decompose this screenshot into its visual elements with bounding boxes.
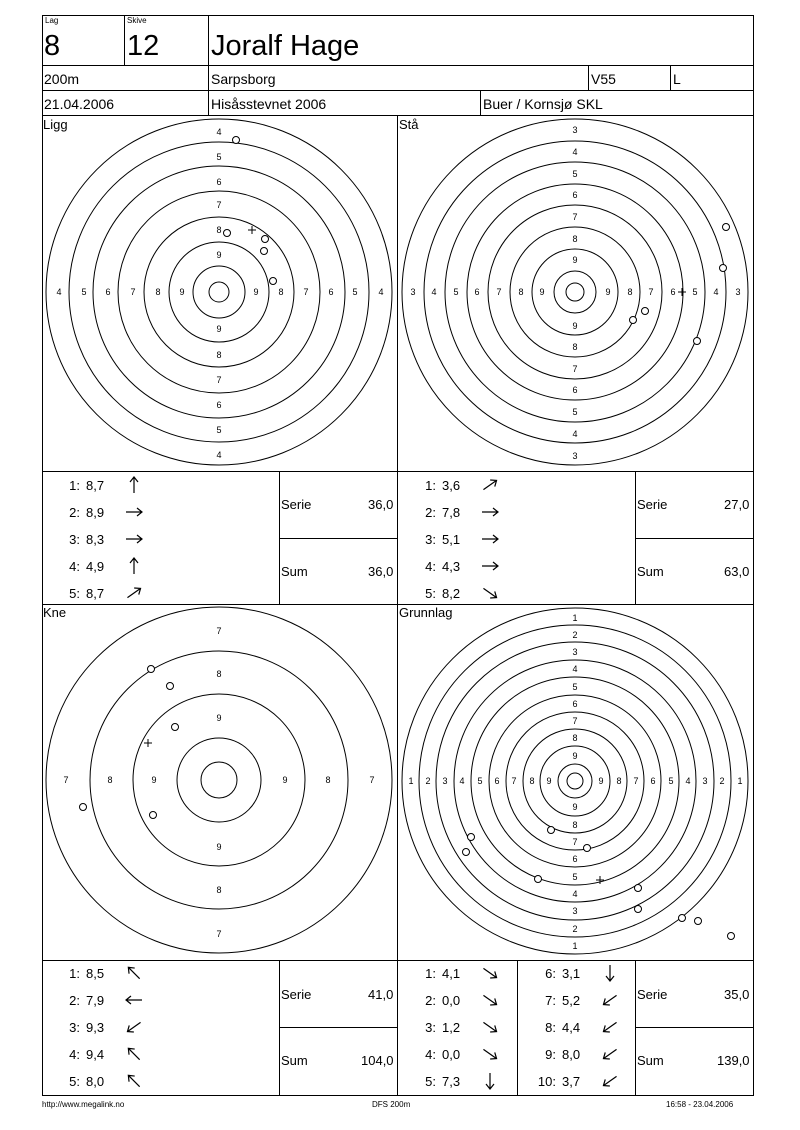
ring-labels-staa <box>410 125 740 461</box>
hits-grunnlag <box>463 827 735 940</box>
serie-label-grunnlag: Serie <box>637 987 668 1002</box>
direction-arrow-icon <box>124 990 144 1010</box>
svg-text:9: 9 <box>605 287 611 297</box>
ring-labels-kne <box>63 626 374 939</box>
svg-text:3: 3 <box>572 906 578 916</box>
shot-value: 8,7 <box>86 478 105 493</box>
direction-arrow-icon <box>124 963 144 983</box>
serie-label-ligg: Serie <box>281 497 312 512</box>
direction-arrow-icon <box>480 475 500 495</box>
direction-arrow-icon <box>600 963 620 983</box>
svg-text:9: 9 <box>179 287 185 297</box>
club-place: Sarpsborg <box>211 71 276 87</box>
svg-text:8: 8 <box>616 776 622 786</box>
ring-labels-grunnlag <box>408 613 742 951</box>
svg-text:1: 1 <box>737 776 743 786</box>
direction-arrow-icon <box>480 583 500 603</box>
svg-text:5: 5 <box>572 872 578 882</box>
shooter-class-2: L <box>673 71 681 87</box>
hit-mark <box>642 308 649 315</box>
sum-label-ligg: Sum <box>281 564 308 579</box>
direction-arrow-icon <box>124 502 144 522</box>
footer-timestamp: 16:58 - 23.04.2006 <box>666 1100 734 1109</box>
footer-discipline: DFS 200m <box>372 1100 411 1109</box>
svg-text:5: 5 <box>216 152 222 162</box>
shot-index: 6: <box>545 966 556 981</box>
svg-text:4: 4 <box>459 776 465 786</box>
svg-text:4: 4 <box>378 287 384 297</box>
hit-mark <box>463 849 470 856</box>
hit-mark <box>270 278 277 285</box>
footer-url: http://www.megalink.no <box>42 1100 125 1109</box>
center-of-hits-ligg <box>248 226 256 234</box>
shot-value: 1,2 <box>442 1020 461 1035</box>
svg-text:4: 4 <box>216 127 222 137</box>
shot-value: 8,7 <box>86 586 105 601</box>
shot-index: 1: <box>69 478 80 493</box>
ring-labels-ligg <box>56 127 383 460</box>
hit-mark <box>679 915 686 922</box>
direction-arrow-icon <box>480 1044 500 1064</box>
svg-text:3: 3 <box>410 287 416 297</box>
svg-text:5: 5 <box>453 287 459 297</box>
svg-text:8: 8 <box>572 733 578 743</box>
hit-mark <box>695 918 702 925</box>
shot-index: 7: <box>545 993 556 1008</box>
svg-text:5: 5 <box>216 425 222 435</box>
shot-value: 3,7 <box>562 1074 581 1089</box>
shot-value: 7,8 <box>442 505 461 520</box>
shot-index: 5: <box>425 586 436 601</box>
svg-text:6: 6 <box>572 699 578 709</box>
shot-value: 5,2 <box>562 993 581 1008</box>
direction-arrow-icon <box>600 990 620 1010</box>
direction-arrow-icon <box>480 502 500 522</box>
shot-value: 8,5 <box>86 966 105 981</box>
svg-text:5: 5 <box>692 287 698 297</box>
svg-text:4: 4 <box>713 287 719 297</box>
svg-text:6: 6 <box>474 287 480 297</box>
hit-mark <box>584 845 591 852</box>
hit-mark <box>535 876 542 883</box>
shot-value: 3,6 <box>442 478 461 493</box>
direction-arrow-icon <box>124 556 144 576</box>
hit-mark <box>548 827 555 834</box>
svg-text:4: 4 <box>685 776 691 786</box>
shot-value: 0,0 <box>442 1047 461 1062</box>
shot-value: 5,1 <box>442 532 461 547</box>
hit-mark <box>80 804 87 811</box>
direction-arrow-icon <box>124 1017 144 1037</box>
svg-text:7: 7 <box>511 776 517 786</box>
hit-mark <box>723 224 730 231</box>
hit-mark <box>694 338 701 345</box>
sum-label-kne: Sum <box>281 1053 308 1068</box>
shot-index: 9: <box>545 1047 556 1062</box>
shooter-name: Joralf Hage <box>211 30 360 62</box>
svg-text:7: 7 <box>633 776 639 786</box>
panel-title-staa: Stå <box>399 117 419 132</box>
shot-index: 3: <box>69 532 80 547</box>
shot-index: 4: <box>425 559 436 574</box>
hit-mark <box>224 230 231 237</box>
svg-text:9: 9 <box>216 250 222 260</box>
center-of-hits-staa <box>678 288 686 296</box>
hit-mark <box>630 317 637 324</box>
event-date: 21.04.2006 <box>44 96 115 112</box>
svg-text:8: 8 <box>216 350 222 360</box>
svg-text:9: 9 <box>572 321 578 331</box>
svg-text:9: 9 <box>253 287 259 297</box>
shot-value: 9,3 <box>86 1020 105 1035</box>
hit-mark <box>261 248 268 255</box>
serie-value-grunnlag: 35,0 <box>724 987 750 1002</box>
panel-title-grunnlag: Grunnlag <box>399 605 453 620</box>
svg-text:5: 5 <box>572 682 578 692</box>
direction-arrow-icon <box>600 1071 620 1091</box>
svg-text:2: 2 <box>719 776 725 786</box>
svg-text:7: 7 <box>369 775 375 785</box>
shot-index: 2: <box>425 505 436 520</box>
svg-text:9: 9 <box>216 324 222 334</box>
svg-text:7: 7 <box>63 775 69 785</box>
svg-text:8: 8 <box>216 669 222 679</box>
svg-text:7: 7 <box>572 364 578 374</box>
svg-text:8: 8 <box>627 287 633 297</box>
svg-text:6: 6 <box>572 385 578 395</box>
direction-arrow-icon <box>480 1017 500 1037</box>
svg-text:9: 9 <box>539 287 545 297</box>
direction-arrow-icon <box>124 475 144 495</box>
serie-value-kne: 41,0 <box>368 987 394 1002</box>
svg-text:1: 1 <box>408 776 414 786</box>
shot-value: 3,1 <box>562 966 581 981</box>
svg-text:5: 5 <box>572 169 578 179</box>
target-kne <box>46 607 392 953</box>
svg-text:8: 8 <box>529 776 535 786</box>
direction-arrow-icon <box>124 1071 144 1091</box>
svg-text:2: 2 <box>572 630 578 640</box>
svg-text:3: 3 <box>442 776 448 786</box>
shot-index: 2: <box>69 993 80 1008</box>
hit-mark <box>468 834 475 841</box>
shot-value: 4,1 <box>442 966 461 981</box>
shot-value: 8,3 <box>86 532 105 547</box>
shot-value: 8,0 <box>562 1047 581 1062</box>
panel-title-kne: Kne <box>43 605 67 620</box>
svg-text:2: 2 <box>572 924 578 934</box>
shot-index: 2: <box>425 993 436 1008</box>
sum-label-staa: Sum <box>637 564 664 579</box>
hit-mark <box>172 724 179 731</box>
svg-text:4: 4 <box>431 287 437 297</box>
svg-text:5: 5 <box>477 776 483 786</box>
shot-index: 2: <box>69 505 80 520</box>
hit-mark <box>635 885 642 892</box>
shot-value: 9,4 <box>86 1047 105 1062</box>
svg-text:6: 6 <box>105 287 111 297</box>
svg-text:5: 5 <box>352 287 358 297</box>
svg-text:1: 1 <box>572 941 578 951</box>
shot-value: 8,9 <box>86 505 105 520</box>
direction-arrow-icon <box>480 963 500 983</box>
hits-staa <box>630 224 730 345</box>
shot-value: 4,4 <box>562 1020 581 1035</box>
svg-text:8: 8 <box>572 234 578 244</box>
direction-arrow-icon <box>124 1044 144 1064</box>
hits-ligg <box>224 137 277 285</box>
shot-index: 8: <box>545 1020 556 1035</box>
shooter-class: V55 <box>591 71 616 87</box>
serie-label-kne: Serie <box>281 987 312 1002</box>
shot-index: 1: <box>425 966 436 981</box>
lag-value: 8 <box>44 30 61 62</box>
shot-index: 3: <box>425 1020 436 1035</box>
svg-text:7: 7 <box>216 626 222 636</box>
svg-text:8: 8 <box>518 287 524 297</box>
svg-text:8: 8 <box>216 885 222 895</box>
direction-arrow-icon <box>124 529 144 549</box>
svg-text:4: 4 <box>572 664 578 674</box>
hit-mark <box>167 683 174 690</box>
svg-text:7: 7 <box>303 287 309 297</box>
shot-value: 0,0 <box>442 993 461 1008</box>
svg-text:7: 7 <box>572 716 578 726</box>
sum-value-staa: 63,0 <box>724 564 750 579</box>
svg-text:3: 3 <box>572 647 578 657</box>
direction-arrow-icon <box>480 1071 500 1091</box>
sum-value-ligg: 36,0 <box>368 564 394 579</box>
target-ligg <box>46 119 392 465</box>
shot-index: 4: <box>69 1047 80 1062</box>
svg-text:8: 8 <box>572 820 578 830</box>
svg-text:6: 6 <box>494 776 500 786</box>
svg-text:8: 8 <box>155 287 161 297</box>
direction-arrow-icon <box>480 990 500 1010</box>
svg-text:9: 9 <box>572 255 578 265</box>
lag-label: Lag <box>45 16 59 25</box>
svg-text:6: 6 <box>216 400 222 410</box>
skive-label: Skive <box>127 16 147 25</box>
svg-text:6: 6 <box>650 776 656 786</box>
svg-text:3: 3 <box>572 125 578 135</box>
direction-arrow-icon <box>480 556 500 576</box>
svg-text:5: 5 <box>668 776 674 786</box>
svg-text:5: 5 <box>81 287 87 297</box>
svg-text:9: 9 <box>546 776 552 786</box>
shot-index: 1: <box>69 966 80 981</box>
svg-text:7: 7 <box>216 200 222 210</box>
svg-text:4: 4 <box>572 147 578 157</box>
svg-text:3: 3 <box>572 451 578 461</box>
shot-index: 1: <box>425 478 436 493</box>
hit-mark <box>148 666 155 673</box>
distance: 200m <box>44 71 80 87</box>
serie-value-staa: 27,0 <box>724 497 750 512</box>
direction-arrow-icon <box>124 583 144 603</box>
svg-text:7: 7 <box>572 837 578 847</box>
svg-text:8: 8 <box>216 225 222 235</box>
svg-text:7: 7 <box>648 287 654 297</box>
direction-arrow-icon <box>600 1044 620 1064</box>
center-of-hits-kne <box>144 739 152 747</box>
svg-text:3: 3 <box>702 776 708 786</box>
shot-index: 3: <box>425 532 436 547</box>
shot-value: 8,0 <box>86 1074 105 1089</box>
serie-label-staa: Serie <box>637 497 668 512</box>
svg-text:8: 8 <box>572 342 578 352</box>
svg-text:4: 4 <box>56 287 62 297</box>
svg-text:5: 5 <box>572 407 578 417</box>
shot-value: 8,2 <box>442 586 461 601</box>
hit-mark <box>233 137 240 144</box>
svg-text:8: 8 <box>325 775 331 785</box>
hits-kne <box>80 666 179 819</box>
skive-value: 12 <box>127 30 160 62</box>
sum-value-kne: 104,0 <box>361 1053 394 1068</box>
svg-text:9: 9 <box>216 713 222 723</box>
serie-value-ligg: 36,0 <box>368 497 394 512</box>
svg-text:9: 9 <box>598 776 604 786</box>
shot-index: 5: <box>69 586 80 601</box>
svg-text:7: 7 <box>216 375 222 385</box>
svg-text:8: 8 <box>107 775 113 785</box>
svg-text:9: 9 <box>282 775 288 785</box>
shot-index: 4: <box>425 1047 436 1062</box>
shot-value: 4,9 <box>86 559 105 574</box>
shot-value: 4,3 <box>442 559 461 574</box>
direction-arrow-icon <box>600 1017 620 1037</box>
hit-mark <box>720 265 727 272</box>
shot-value: 7,3 <box>442 1074 461 1089</box>
shot-index: 5: <box>69 1074 80 1089</box>
svg-text:7: 7 <box>130 287 136 297</box>
hit-mark <box>150 812 157 819</box>
shot-index: 4: <box>69 559 80 574</box>
svg-text:9: 9 <box>151 775 157 785</box>
svg-text:4: 4 <box>572 429 578 439</box>
svg-text:6: 6 <box>328 287 334 297</box>
svg-text:9: 9 <box>572 802 578 812</box>
svg-text:2: 2 <box>425 776 431 786</box>
svg-text:1: 1 <box>572 613 578 623</box>
organizer: Buer / Kornsjø SKL <box>483 96 603 112</box>
svg-text:9: 9 <box>216 842 222 852</box>
shot-index: 3: <box>69 1020 80 1035</box>
svg-text:7: 7 <box>572 212 578 222</box>
svg-text:6: 6 <box>216 177 222 187</box>
svg-text:6: 6 <box>572 190 578 200</box>
shot-index: 5: <box>425 1074 436 1089</box>
event-name: Hisåsstevnet 2006 <box>211 96 327 112</box>
hit-mark <box>635 906 642 913</box>
svg-text:6: 6 <box>670 287 676 297</box>
shot-index: 10: <box>537 1074 556 1089</box>
svg-text:4: 4 <box>572 889 578 899</box>
panel-title-ligg: Ligg <box>43 117 68 132</box>
svg-text:6: 6 <box>572 854 578 864</box>
svg-text:4: 4 <box>216 450 222 460</box>
svg-text:3: 3 <box>735 287 741 297</box>
sum-value-grunnlag: 139,0 <box>717 1053 750 1068</box>
svg-text:7: 7 <box>216 929 222 939</box>
svg-text:7: 7 <box>496 287 502 297</box>
svg-text:9: 9 <box>572 751 578 761</box>
hit-mark <box>262 236 269 243</box>
shot-value: 7,9 <box>86 993 105 1008</box>
svg-text:8: 8 <box>278 287 284 297</box>
sum-label-grunnlag: Sum <box>637 1053 664 1068</box>
target-grunnlag <box>402 608 748 954</box>
direction-arrow-icon <box>480 529 500 549</box>
hit-mark <box>728 933 735 940</box>
